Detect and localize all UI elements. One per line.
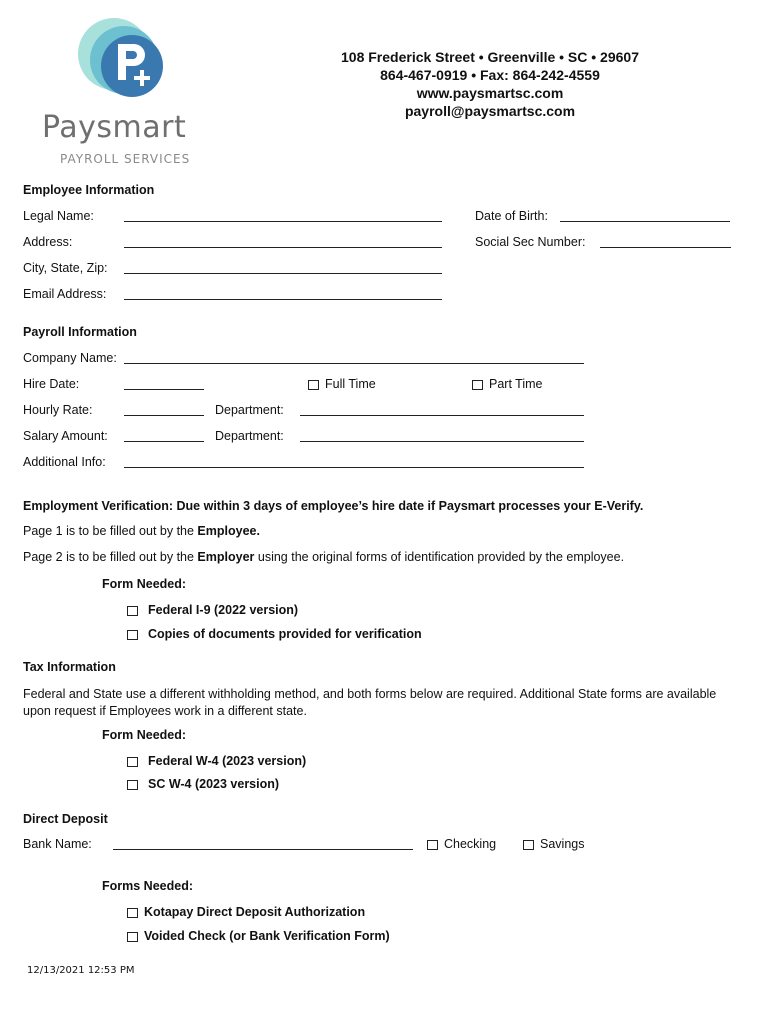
- bank-name-field[interactable]: [113, 849, 413, 850]
- page2-emphasis: Employer: [197, 550, 255, 564]
- company-name-label: Company Name:: [23, 351, 117, 365]
- address-field[interactable]: [124, 247, 442, 248]
- dob-label: Date of Birth:: [475, 209, 548, 223]
- kotapay-label: Kotapay Direct Deposit Authorization: [144, 905, 366, 919]
- email-label: Email Address:: [23, 287, 107, 301]
- hire-date-label: Hire Date:: [23, 377, 80, 391]
- page2-note: [23, 550, 624, 564]
- legal-name-label: Legal Name:: [23, 209, 94, 223]
- hourly-rate-field[interactable]: [124, 415, 204, 416]
- department-field[interactable]: [300, 415, 584, 416]
- checking-checkbox[interactable]: [427, 840, 438, 850]
- hire-date-field[interactable]: [124, 389, 204, 390]
- website-link[interactable]: www.paysmartsc.com: [416, 85, 564, 101]
- voided-check-label: Voided Check (or Bank Verification Form): [144, 929, 390, 943]
- verification-form-needed: Form Needed:: [102, 577, 187, 591]
- company-name-field[interactable]: [124, 363, 584, 364]
- i9-label: Federal I-9 (2022 version): [148, 603, 299, 617]
- paysmart-logo-icon: [74, 14, 174, 106]
- city-label: City, State, Zip:: [23, 261, 108, 275]
- legal-name-field[interactable]: [124, 221, 442, 222]
- department-label-2: Department:: [215, 429, 284, 443]
- hourly-rate-label: Hourly Rate:: [23, 403, 93, 417]
- verification-heading: Employment Verification: Due within 3 days of employee’s hire date if Paysmart processes your E-Verify.: [23, 499, 644, 513]
- department-label: Department:: [215, 403, 284, 417]
- salary-amount-field[interactable]: [124, 441, 204, 442]
- documents-label: Copies of documents provided for verification: [148, 627, 422, 641]
- department-field-2[interactable]: [300, 441, 584, 442]
- i9-checkbox[interactable]: [127, 606, 138, 616]
- city-field[interactable]: [124, 273, 442, 274]
- voided-check-checkbox[interactable]: [127, 932, 138, 942]
- page1-emphasis: Employee.: [197, 524, 260, 538]
- payroll-info-heading: Payroll Information: [23, 325, 137, 339]
- employee-info-heading: Employee Information: [23, 183, 155, 197]
- logo-tagline: PAYROLL SERVICES: [60, 152, 191, 166]
- page2-text: Page 2 is to be filled out by the: [23, 550, 198, 564]
- federal-w4-label: Federal W-4 (2023 version): [148, 754, 307, 768]
- additional-info-field[interactable]: [124, 467, 584, 468]
- salary-amount-label: Salary Amount:: [23, 429, 108, 443]
- savings-label: Savings: [540, 837, 585, 851]
- sc-w4-checkbox[interactable]: [127, 780, 138, 790]
- sc-w4-label: SC W-4 (2023 version): [148, 777, 280, 791]
- tax-info-body: Federal and State use a different withholding method, and both forms below are required. Additional State forms are available upon request if Employees work in a different state.: [23, 687, 717, 718]
- full-time-checkbox[interactable]: [308, 380, 319, 390]
- address-text: 108 Frederick Street • Greenville • SC • 29607: [341, 49, 639, 65]
- part-time-label: Part Time: [489, 377, 543, 391]
- email-field[interactable]: [124, 299, 442, 300]
- federal-w4-checkbox[interactable]: [127, 757, 138, 767]
- savings-checkbox[interactable]: [523, 840, 534, 850]
- contact-block: [300, 48, 680, 120]
- page1-text: Page 1 is to be filled out by the: [23, 524, 198, 538]
- full-time-label: Full Time: [325, 377, 376, 391]
- bank-name-label: Bank Name:: [23, 837, 92, 851]
- email-link[interactable]: payroll@paysmartsc.com: [404, 103, 576, 119]
- checking-label: Checking: [444, 837, 497, 851]
- ssn-label: Social Sec Number:: [475, 235, 586, 249]
- kotapay-checkbox[interactable]: [127, 908, 138, 918]
- phone-fax-text: 864-467-0919 • Fax: 864-242-4559: [380, 67, 600, 83]
- dob-field[interactable]: [560, 221, 730, 222]
- logo-wordmark: Paysmart: [42, 110, 187, 145]
- print-timestamp: 12/13/2021 12:53 PM: [27, 965, 135, 976]
- tax-info-heading: Tax Information: [23, 660, 116, 674]
- tax-form-needed: Form Needed:: [102, 728, 187, 742]
- documents-checkbox[interactable]: [127, 630, 138, 640]
- page1-note: [23, 524, 260, 538]
- ssn-field[interactable]: [600, 247, 731, 248]
- address-label: Address:: [23, 235, 73, 249]
- deposit-forms-needed: Forms Needed:: [102, 879, 193, 893]
- additional-info-label: Additional Info:: [23, 455, 106, 469]
- page2-text-end: using the original forms of identification provided by the employee.: [254, 550, 625, 564]
- direct-deposit-heading: Direct Deposit: [23, 812, 108, 826]
- part-time-checkbox[interactable]: [472, 380, 483, 390]
